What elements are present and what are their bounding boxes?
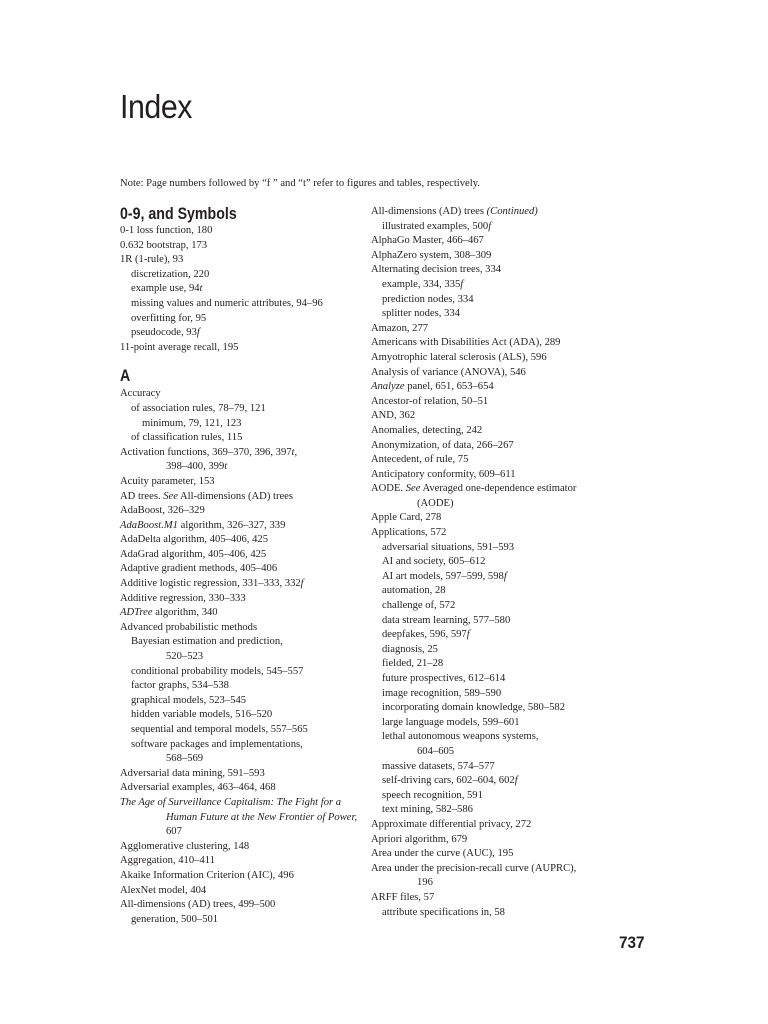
index-entry [120,533,360,548]
index-subentry [120,282,360,297]
entry-text: self-driving cars, 602–604, 602 [382,775,515,787]
index-entry [120,898,360,913]
entry-text: t [199,283,203,295]
section-heading: 0-9, and Symbols [120,205,237,223]
entry-text: AdaDelta algorithm, 405–406, 425 [120,534,268,546]
entry-text: t [291,446,295,458]
entry-text: overfitting for, 95 [131,312,207,324]
entry-text: Akaike Information Criterion (AIC), 496 [120,869,294,881]
entry-text: 604–605 [417,745,455,757]
entry-text: Amazon, 277 [371,322,429,334]
section-heading: A [120,367,131,386]
entry-text: ARFF files, 57 [371,891,435,903]
entry-text: algorithm, 340 [152,607,218,619]
index-entry [371,424,611,439]
index-entry [120,519,360,534]
index-entry [120,387,360,402]
entry-text: f [196,327,200,339]
index-subentry [120,694,360,709]
index-entry [371,833,611,848]
index-entry [371,205,611,220]
entry-text: Additive logistic regression, 331–333, 332 [120,578,301,590]
index-subentry [371,687,611,702]
index-entry [371,409,611,424]
index-entry [371,351,611,366]
index-subentry [371,657,611,672]
entry-text: Apple Card, 278 [371,512,442,524]
index-note: Note: Page numbers followed by “f ” and “t” refer to figures and tables, respectively. [120,178,480,189]
index-subentry [120,825,360,840]
entry-text: fielded, 21–28 [382,658,444,670]
index-entry [371,439,611,454]
entry-text: of classification rules, 115 [131,432,243,444]
entry-text: deepfakes, 596, 597 [382,629,467,641]
entry-text: of association rules, 78–79, 121 [131,402,266,414]
index-entry [371,380,611,395]
index-subentry [120,635,360,650]
index-subentry [371,672,611,687]
index-entry [120,781,360,796]
entry-text: graphical models, 523–545 [131,694,247,706]
entry-text: algorithm, 326–327, 339 [177,519,286,531]
entry-text: incorporating domain knowledge, 580–582 [382,702,566,714]
index-entry [120,796,360,811]
index-subentry [120,665,360,680]
index-entry [371,818,611,833]
entry-text: Human Future at the New Frontier of Power, [166,811,358,823]
index-subentry [120,913,360,928]
index-subentry [371,220,611,235]
entry-text: Aggregation, 410–411 [120,855,215,867]
entry-text: (AODE) [417,497,454,509]
entry-text: speech recognition, 591 [382,789,483,801]
index-subentry [371,570,611,585]
index-subentry [371,803,611,818]
entry-text: Bayesian estimation and prediction, [131,636,283,648]
entry-text: AND, 362 [371,410,416,422]
entry-text: The Age of Surveillance Capitalism: The Fight for a [120,796,342,808]
index-entry [371,891,611,906]
index-entry [120,577,360,592]
entry-text: prediction nodes, 334 [382,293,474,305]
page-title: Index [120,88,192,125]
entry-text: Area under the curve (AUC), 195 [371,848,514,860]
index-entry [371,322,611,337]
index-subentry [371,628,611,643]
entry-text: hidden variable models, 516–520 [131,709,273,721]
entry-text: AdaBoost.M1 [120,519,178,531]
entry-text: Analysis of variance (ANOVA), 546 [371,366,526,378]
entry-text: Approximate differential privacy, 272 [371,818,532,830]
entry-text: AlphaZero system, 308–309 [371,249,492,261]
entry-text: sequential and temporal models, 557–565 [131,724,308,735]
index-subentry [371,614,611,629]
entry-text: Adaptive gradient methods, 405–406 [120,563,278,575]
entry-text: t [224,461,228,473]
index-subentry [371,716,611,731]
index-entry [120,606,360,621]
index-entry [120,854,360,869]
index-entry [120,592,360,607]
index-subentry [120,708,360,723]
entry-text: 0.632 bootstrap, 173 [120,239,208,251]
entry-text: Adversarial data mining, 591–593 [120,767,265,779]
entry-text: text mining, 582–586 [382,804,473,816]
entry-text: AdaGrad algorithm, 405–406, 425 [120,548,267,560]
entry-text: minimum, 79, 121, 123 [142,417,242,429]
entry-text: f [514,775,518,787]
entry-text: Antecedent, of rule, 75 [371,454,469,466]
entry-text: challenge of, 572 [382,600,456,612]
index-subentry [371,307,611,322]
entry-text: software packages and implementations, [131,738,303,750]
entry-text: 11-point average recall, 195 [120,341,239,353]
entry-text: Agglomerative clustering, 148 [120,840,250,852]
entry-text: adversarial situations, 591–593 [382,541,515,553]
index-entry [371,366,611,381]
index-entry [371,395,611,410]
entry-text: image recognition, 589–590 [382,687,502,699]
entry-text: Additive regression, 330–333 [120,592,246,604]
entry-text: 520–523 [166,651,204,663]
entry-text: missing values and numeric attributes, 94–96 [131,297,323,309]
index-subentry [371,760,611,775]
entry-text: AI art models, 597–599, 598 [382,570,504,582]
entry-text: Analyze [371,381,405,393]
index-entry [120,621,360,636]
entry-text: All-dimensions (AD) trees, 499–500 [120,899,276,911]
entry-text: Adversarial examples, 463–464, 468 [120,782,276,794]
entry-text: Acuity parameter, 153 [120,475,215,487]
entry-text: Anticipatory conformity, 609–611 [371,468,516,480]
entry-text: generation, 500–501 [131,913,219,925]
index-entry [371,453,611,468]
index-subentry [371,789,611,804]
index-entry [371,234,611,249]
index-subentry [120,312,360,327]
entry-text: factor graphs, 534–538 [131,680,229,692]
index-subentry [371,730,611,745]
entry-text: data stream learning, 577–580 [382,614,511,626]
entry-text: 398–400, 399 [166,461,225,473]
entry-text: f [460,278,464,290]
index-subentry [120,417,360,432]
index-subentry [371,745,611,760]
entry-text: pseudocode, 93 [131,327,197,339]
index-entry [371,847,611,862]
index-entry [120,341,360,356]
index-entry [120,253,360,268]
index-entry [371,336,611,351]
index-subentry [120,268,360,283]
index-entry [120,446,360,461]
index-entry [120,840,360,855]
entry-text: future prospectives, 612–614 [382,673,506,684]
entry-text: f [488,220,492,232]
index-subentry [371,293,611,308]
entry-text: 1R (1-rule), 93 [120,254,184,266]
entry-text: discretization, 220 [131,268,210,280]
entry-text: attribute specifications in, 58 [382,906,505,918]
index-subentry [371,906,611,921]
index-entry [120,504,360,519]
index-subentry [371,876,611,891]
index-subentry [120,811,360,826]
index-subentry [371,701,611,716]
index-entry [120,562,360,577]
entry-text: AlexNet model, 404 [120,884,207,896]
index-entry [120,490,360,505]
index-subentry [371,643,611,658]
index-entry [120,239,360,254]
entry-text: 568–569 [166,753,204,765]
index-subentry [371,774,611,789]
entry-text: Advanced probabilistic methods [120,621,258,633]
entry-text: All-dimensions (AD) trees [371,206,487,217]
index-subentry [120,752,360,767]
entry-text: AODE. [371,483,406,495]
index-subentry [120,431,360,446]
index-column-right [371,205,611,920]
index-subentry [120,297,360,312]
entry-text: f [503,570,507,582]
index-entry [371,263,611,278]
entry-text: Ancestor-of relation, 50–51 [371,395,489,407]
entry-text: large language models, 599–601 [382,716,520,728]
index-entry [371,526,611,541]
index-subentry [120,326,360,341]
entry-text: lethal autonomous weapons systems, [382,731,539,743]
entry-text: example use, 94 [131,283,200,295]
index-entry [371,482,611,497]
index-entry [120,548,360,563]
entry-text: Americans with Disabilities Act (ADA), 289 [371,337,561,349]
entry-text: f [466,629,470,641]
index-entry [371,249,611,264]
entry-text: AdaBoost, 326–329 [120,505,205,517]
index-subentry [120,460,360,475]
entry-text: AI and society, 605–612 [382,556,486,568]
entry-text: See [163,490,178,502]
index-entry [120,224,360,239]
index-subentry [120,723,360,738]
index-entry [120,884,360,899]
entry-text: Area under the precision-recall curve (AUPRC), [371,862,577,874]
index-entry [371,511,611,526]
entry-text: 607 [166,826,182,838]
entry-text: AD trees. [120,490,164,502]
index-subentry [371,497,611,512]
entry-text: illustrated examples, 500 [382,220,489,232]
index-entry [120,869,360,884]
index-subentry [120,679,360,694]
entry-text: Anonymization, of data, 266–267 [371,439,514,451]
entry-text: conditional probability models, 545–557 [131,665,304,677]
index-subentry [120,402,360,417]
index-subentry [371,555,611,570]
entry-text: 196 [417,877,433,889]
entry-text: splitter nodes, 334 [382,308,460,320]
entry-text: Alternating decision trees, 334 [371,264,502,276]
index-subentry [371,599,611,614]
entry-text: Activation functions, 369–370, 396, 397 [120,446,292,458]
entry-text: (Continued) [486,206,538,217]
entry-text: , [294,446,298,458]
index-entry [120,475,360,490]
index-subentry [371,541,611,556]
entry-text: diagnosis, 25 [382,643,438,655]
entry-text: ADTree [120,607,153,619]
index-entry [371,862,611,877]
index-entry [371,468,611,483]
entry-text: Accuracy [120,388,161,400]
entry-text: Anomalies, detecting, 242 [371,424,483,436]
index-subentry [120,650,360,665]
index-subentry [371,584,611,599]
entry-text: Amyotrophic lateral sclerosis (ALS), 596 [371,351,547,363]
entry-text: 0-1 loss function, 180 [120,225,213,236]
entry-text: f [300,578,304,590]
page-number: 737 [619,933,645,952]
entry-text: panel, 651, 653–654 [404,381,494,393]
entry-text: AlphaGo Master, 466–467 [371,235,484,247]
entry-text: All-dimensions (AD) trees [177,490,293,502]
entry-text: massive datasets, 574–577 [382,760,495,772]
index-subentry [371,278,611,293]
entry-text: example, 334, 335 [382,278,461,290]
entry-text: Averaged one-dependence estimator [420,483,577,495]
entry-text: automation, 28 [382,585,446,597]
index-column-left [120,204,360,927]
index-entry [120,767,360,782]
entry-text: See [405,483,421,495]
entry-text: Applications, 572 [371,527,447,539]
index-subentry [120,738,360,753]
entry-text: Apriori algorithm, 679 [371,833,468,845]
